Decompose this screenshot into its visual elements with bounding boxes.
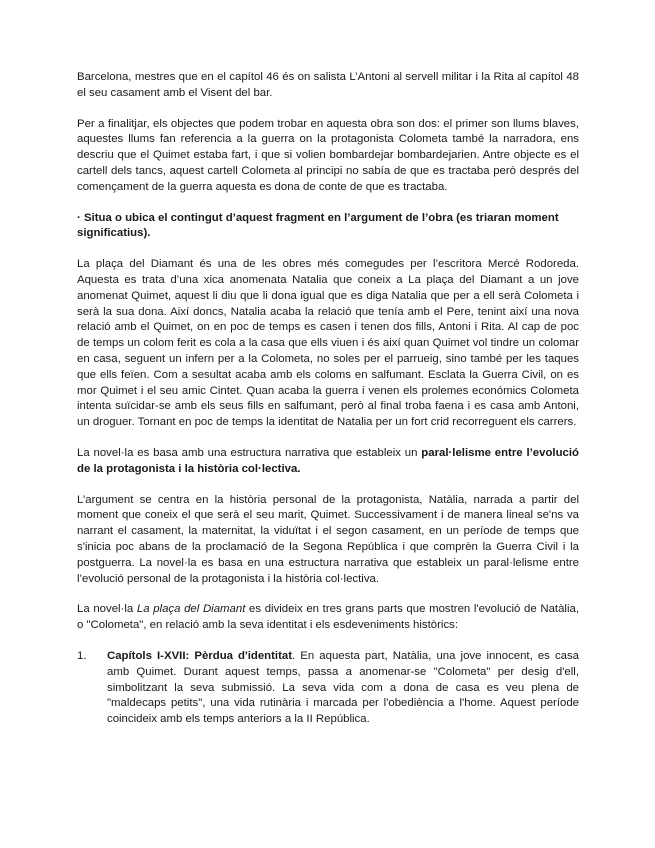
list-body (107, 649, 579, 728)
structure-bold: paral·lelisme entre l’evolució de la protagonista i la història col·lectiva. (77, 446, 579, 475)
paragraph-structure (77, 446, 579, 478)
paragraph-intro: Barcelona, mestres que en el capítol 46 és on salista L’Antoni al servell militar i la Rita al capítol 48 el seu casament amb el Visent del bar. (77, 71, 579, 99)
list-item-title: Capítols I-XVII: Pèrdua d'identitat (107, 649, 293, 662)
parts-text-b: es divideix en tres grans parts que mostren l'evolució de Natàlia, o "Colometa", en relació amb la seva identitat i els esdeveniments històrics: (77, 603, 579, 632)
document-page (77, 70, 579, 728)
section-heading: · Situa o ubica el contingut d’aquest fragment en l’argument de l’obra (es triaran moment significatius). (77, 211, 559, 240)
parts-list (77, 649, 579, 728)
parts-text-a: La novel·la (77, 603, 137, 616)
list-item-text: . En aquesta part, Natàlia, una jove innocent, es casa amb Quimet. Durant aquest temps, passa a anomenar-se "Colometa" per desig d'ell, simbolitzant la seva submissió. La seva vida com a dona de casa es veu plena de "maldecaps petits", una vida rutinària i marcada per l'obediència a l'home. Aquest període coincideix amb els temps anteriors a la II República. (107, 649, 580, 726)
list-number: 1. (77, 649, 87, 662)
paragraph-summary: La plaça del Diamant és una de les obres més comegudes per l’escritora Mercé Rodoreda. Aquesta es trata d’una xica anomenata Natalia que coneix a La plaça del Diamant a un jove anomenat Quimet, aquest li diu que li dona igual que es diga Natalia que per a ell serà Colometa i serà la sua dona. Així doncs, Natalia acaba la relació que tenía amb el Pere, tenint així una nova relació amb el Quimet, on en poc de temps es casen i tenen dos fills, Antoni i Rita. Al cap de poc de temps un colom ferit es cola a la casa que ells viuen i és així quan Quimet vol tindre un colomar en casa, seguent un infern per a la Colometa, no soles per el parrueig, sino també per les taques que ells feïen. Com a sesultat acaba amb els coloms en salfumant. Esclata la Guerra Civil, on es mor Quimet i el seu amic Cintet. Quan acaba la guerra i venen els prolemes económics Colometa intenta suïcidar-se amb els seus fills en salfumant, però al final troba faena i es casa amb Antoni, un droguer. Tornant en poc de temps la identitat de Natalia per un fort crid recorreguent els carrers. (77, 258, 579, 429)
paragraph-argument: L’argument se centra en la història personal de la protagonista, Natàlia, narrada a partir del moment que coneix el que serà el seu marit, Quimet. Successivament i de manera lineal se'ns va narrant el casament, la maternitat, la viduïtat i el segon casament, en un període de temps que s'inicia poc abans de la proclamació de la Segona República i que comprèn la Guerra Civil i la postguerra. La novel·la es basa en una estructura narrativa que estableix un paral·lelisme entre l’evolució personal de la protagonista i la història col·lectiva. (77, 493, 579, 585)
list-item (77, 649, 579, 728)
book-title: La plaça del Diamant (136, 603, 246, 616)
paragraph-objects: Per a finalitjar, els objectes que podem trobar en aquesta obra son dos: el primer son llums blaves, aquestes llums fan referencia a la guerra on la protagonista Colometa també la narradora, ens descriu que el Quimet estaba fart, i que si volien bombardejar bombardejarien. Antre objecte es el cartell dels tancs, aquest cartell Colometa al principi no sabía de que es tractaba però després del començament de la guerra aquesta es dona de conte de que es tractaba. (77, 117, 579, 193)
paragraph-parts (77, 602, 579, 634)
structure-text: La novel·la es basa amb una estructura narrativa que estableix un (77, 446, 422, 459)
